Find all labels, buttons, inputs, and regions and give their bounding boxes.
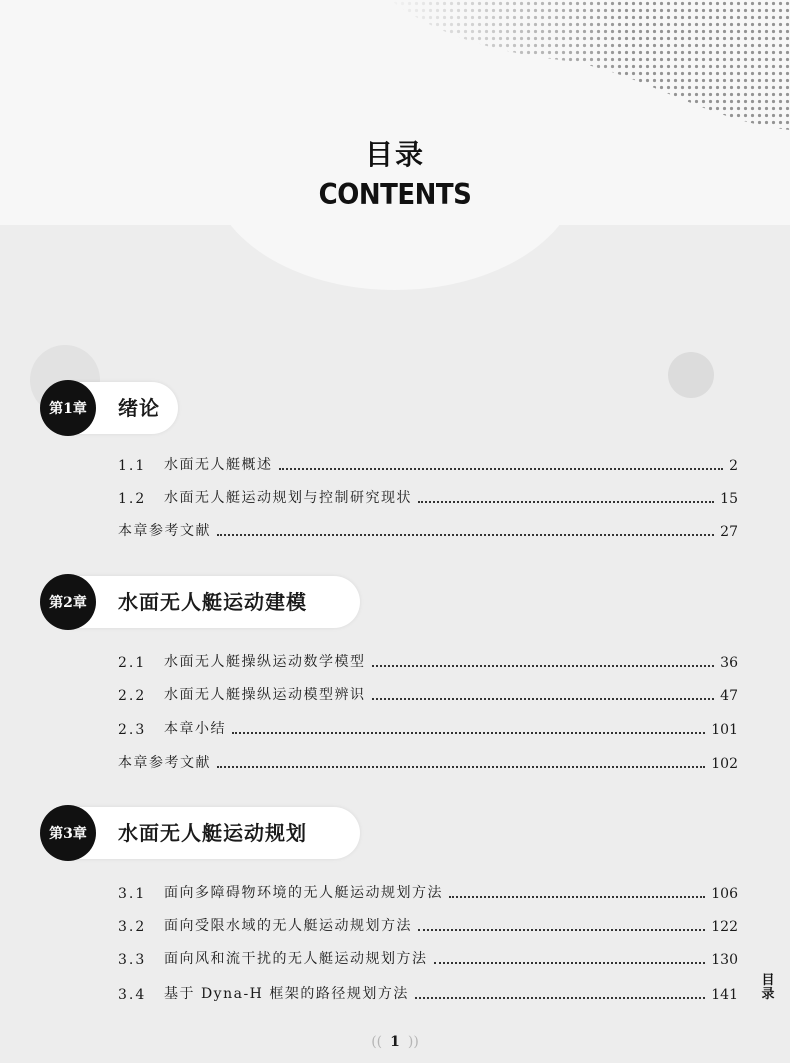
toc-entry[interactable] (118, 946, 738, 968)
page-number: 122 (711, 919, 738, 935)
toc-entry[interactable] (118, 485, 738, 507)
leader-dots (418, 501, 714, 503)
chapter-title: 水面无人艇运动建模 (118, 590, 307, 614)
leader-dots (217, 534, 714, 536)
leader-dots (449, 896, 705, 898)
page-number: 101 (711, 722, 738, 738)
section-title: 水面无人艇运动规划与控制研究现状 (164, 490, 412, 506)
background-watermark (668, 352, 714, 398)
leader-dots (372, 698, 715, 700)
chapter-heading-2[interactable] (40, 574, 370, 630)
chapter-title: 水面无人艇运动规划 (118, 821, 307, 845)
section-title: 水面无人艇操纵运动模型辨识 (164, 687, 366, 703)
right-bracket-icon: )) (407, 1034, 419, 1050)
chapter-badge: 第2章 (40, 574, 96, 630)
leader-dots (232, 732, 705, 734)
page-number: 130 (711, 952, 738, 968)
section-title: 水面无人艇概述 (164, 457, 273, 473)
side-tab-label: 目 录 (761, 973, 775, 1002)
page-footer (0, 1034, 790, 1050)
page-number: 2 (729, 458, 738, 474)
section-title: 面向风和流干扰的无人艇运动规划方法 (164, 951, 428, 967)
left-bracket-icon: (( (371, 1034, 383, 1050)
section-title: 本章参考文献 (118, 523, 211, 539)
section-title: 面向多障碍物环境的无人艇运动规划方法 (164, 885, 443, 901)
page-subtitle: CONTENTS (318, 178, 472, 212)
leader-dots (217, 766, 705, 768)
toc-entry[interactable] (118, 649, 738, 671)
page-title: 目录 (364, 138, 425, 171)
section-number: 3.2 (118, 919, 147, 935)
leader-dots (418, 929, 705, 931)
chapter-badge: 第3章 (40, 805, 96, 861)
section-number: 3.4 (118, 987, 147, 1003)
footer-page-number: 1 (390, 1034, 400, 1050)
section-number: 3.3 (118, 952, 147, 968)
page-number: 27 (720, 524, 738, 540)
section-number: 1.1 (118, 458, 147, 474)
section-title: 本章小结 (164, 721, 226, 737)
section-title: 水面无人艇操纵运动数学模型 (164, 654, 366, 670)
section-number: 2.3 (118, 722, 147, 738)
page-number: 102 (711, 756, 738, 772)
leader-dots (372, 665, 715, 667)
toc-entry[interactable] (118, 981, 738, 1003)
toc-entry[interactable] (118, 518, 738, 540)
leader-dots (279, 468, 724, 470)
section-number: 2.1 (118, 655, 147, 671)
section-title: 面向受限水域的无人艇运动规划方法 (164, 918, 412, 934)
toc-entry[interactable] (118, 682, 738, 704)
toc-entry[interactable] (118, 452, 738, 474)
chapter-title: 绪论 (118, 396, 160, 420)
section-title: 本章参考文献 (118, 755, 211, 771)
toc-entry[interactable] (118, 750, 738, 772)
section-title: 基于 Dyna-H 框架的路径规划方法 (164, 986, 409, 1002)
leader-dots (415, 997, 705, 999)
chapter-badge: 第1章 (40, 380, 96, 436)
page-number: 15 (720, 491, 738, 507)
toc-entry[interactable] (118, 880, 738, 902)
page-number: 141 (711, 987, 738, 1003)
leader-dots (434, 962, 706, 964)
page-number: 106 (711, 886, 738, 902)
page-number: 47 (720, 688, 738, 704)
toc-entry[interactable] (118, 716, 738, 738)
page-number: 36 (720, 655, 738, 671)
section-number: 3.1 (118, 886, 147, 902)
chapter-heading-3[interactable] (40, 805, 370, 861)
toc-entry[interactable] (118, 913, 738, 935)
section-number: 1.2 (118, 491, 147, 507)
section-number: 2.2 (118, 688, 147, 704)
chapter-heading-1[interactable] (40, 380, 370, 436)
